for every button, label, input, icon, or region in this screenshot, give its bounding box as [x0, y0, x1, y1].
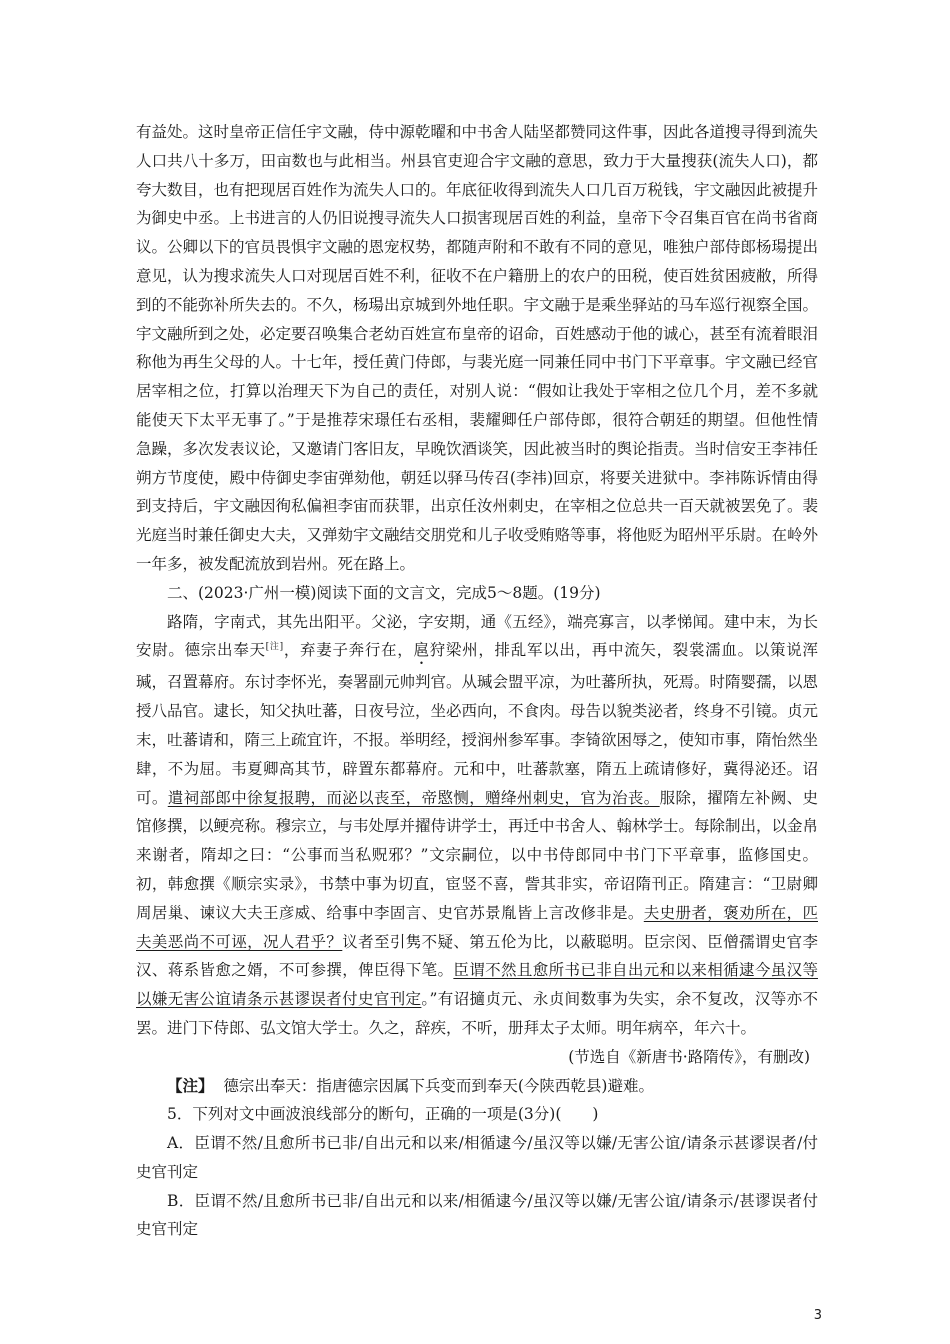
source-citation: (节选自《新唐书·路隋传》，有删改) [568, 1047, 810, 1066]
question-5-stem: 5．下列对文中画波浪线部分的断句，正确的一项是(3分)( ) [167, 1105, 599, 1124]
question-5-option-b: B．臣谓不然/且愈所书已非/自出元和以来/相循逮今/虽汉等以嫌/无害公谊/请条示/甚谬误者付史官刊定 [136, 1191, 818, 1239]
text-run: 议者至引隽不疑、第五伦为比，以蔽聪明。臣宗闵、臣僧孺谓史官李汉、蒋系皆愈之婿，不可参撰，俾臣得下笔。 [136, 932, 818, 980]
page-number: 3 [813, 1308, 822, 1323]
underlined-sentence-2: 夫史册者，褒劝所在，匹夫美恶尚不可诬，况人君乎？ [136, 903, 818, 951]
classical-text-paragraph [136, 608, 818, 1043]
document-body [136, 118, 818, 1244]
dotted-character: 扈 [413, 641, 430, 660]
text-run: 狩梁州，排乱军以出，再中流矢，裂裳濡血。以策说浑瑊，召置幕府。东讨李怀光，奏署副元帅判官。从瑊会盟平凉，为吐蕃所执，死焉。时隋婴孺，以恩授八品官。逮长，知父执吐蕃，日夜号泣，坐必西向，不食肉。母告以貌类泌者，终身不引镜。贞元末，吐蕃请和，隋三上疏宜许，不报。举明经，授润州参军事。李锜欲困辱之，使知市事，隋怡然坐肆，不为屈。韦夏卿高其节，辟置东都幕府。元和中，吐蕃款塞，隋五上疏请修好，冀得泌还。诏可。 [136, 641, 819, 807]
underlined-sentence-1: 遣祠部郎中徐复报聘，而泌以丧至，帝愍恻，赠绛州刺史，官为治丧。 [167, 788, 660, 807]
text-run: 。”有诏擿贞元、永贞间数事为失实，余不复改，汉等亦不罢。进门下侍郎、弘文馆大学士。久之，辞疾，不听，册拜太子太师。明年病卒，年六十。 [136, 990, 818, 1037]
section-heading: 二、(2023·广州一模)阅读下面的文言文，完成5～8题。(19分) [167, 583, 601, 602]
footnote-label: 【注】 [167, 1075, 214, 1095]
footnote [136, 1072, 818, 1101]
wavy-underlined-passage: 臣谓不然且愈所书已非自出元和以来相循逮今虽汉等以嫌无害公谊请条示甚谬误者付史官刊定 [136, 961, 818, 1009]
text-run: 服除，擢隋左补阙、史馆修撰，以鲠亮称。穆宗立，与韦处厚并擢侍讲学士，再迁中书舍人、翰林学士。每除制出，以金帛来谢者，隋却之曰：“公事而当私贶邪？”文宗嗣位，以中书侍郎同中书门下平章事，监修国史。初，韩愈撰《顺宗实录》，书禁中事为切直，宦竖不喜，訾其非实，帝诏隋刊正。隋建言：“卫尉卿周居巢、谏议大夫王彦威、给事中李固言、史官苏景胤皆上言改修非是。 [136, 788, 819, 922]
footnote-marker: [注] [265, 642, 284, 653]
footnote-text: 德宗出奉天：指唐德宗因属下兵变而到奉天(今陕西乾县)避难。 [223, 1076, 654, 1095]
question-5-option-a: A．臣谓不然/且愈所书已非/自出元和以来/相循逮今/虽汉等以嫌/无害公谊/请条示甚谬误者/付史官刊定 [136, 1134, 818, 1181]
translation-paragraph: 有益处。这时皇帝正信任宇文融，侍中源乾曜和中书舍人陆坚都赞同这件事，因此各道搜寻得到流失人口共八十多万，田亩数也与此相当。州县官吏迎合宇文融的意思，致力于大量搜获(流失人口)，都夸大数目，也有把现居百姓作为流失人口的。年底征收得到流失人口几百万税钱，宇文融因此被提升为御史中丞。上书进言的人仍旧说搜寻流失人口损害现居百姓的利益，皇帝下令召集百官在尚书省商议。公卿以下的官员畏惧宇文融的恩宠权势，都随声附和不敢有不同的意见，唯独户部侍郎杨瑒提出意见，认为搜求流失人口对现居百姓不利，征收不在户籍册上的农户的田税，使百姓贫困疲敝，所得到的不能弥补所失去的。不久，杨瑒出京城到外地任职。宇文融于是乘坐驿站的马车巡行视察全国。宇文融所到之处，必定要召唤集合老幼百姓宣布皇帝的诏命，百姓感动于他的诚心，甚至有流着眼泪称他为再生父母的人。十七年，授任黄门侍郎，与裴光庭一同兼任同中书门下平章事。宇文融已经官居宰相之位，打算以治理天下为自己的责任，对别人说：“假如让我处于宰相之位几个月，差不多就能使天下太平无事了。”于是推荐宋璟任右丞相，裴耀卿任户部侍郎，很符合朝廷的期望。但他性情急躁，多次发表议论，又邀请门客旧友，早晚饮酒谈笑，因此被当时的舆论指责。当时信安王李祎任朔方节度使，殿中侍御史李宙弹劾他，朝廷以驿马传召(李祎)回京，将要关进狱中。李祎陈诉情由得到支持后，宇文融因徇私偏袒李宙而获罪，出京任汝州刺史，在宰相之位总共一百天就被罢免了。裴光庭当时兼任御史大夫，又弹劾宇文融结交朋党和儿子收受贿赂等事，将他贬为昭州平乐尉。在岭外一年多，被发配流放到岩州。死在路上。 [136, 123, 819, 573]
text-run: ，弃妻子奔行在， [283, 641, 414, 660]
text-run: 路隋，字南式，其先出阳平。父泌，字安期，通《五经》，端亮寡言，以孝悌闻。建中末，为长安尉。德宗出奉天 [136, 612, 818, 660]
